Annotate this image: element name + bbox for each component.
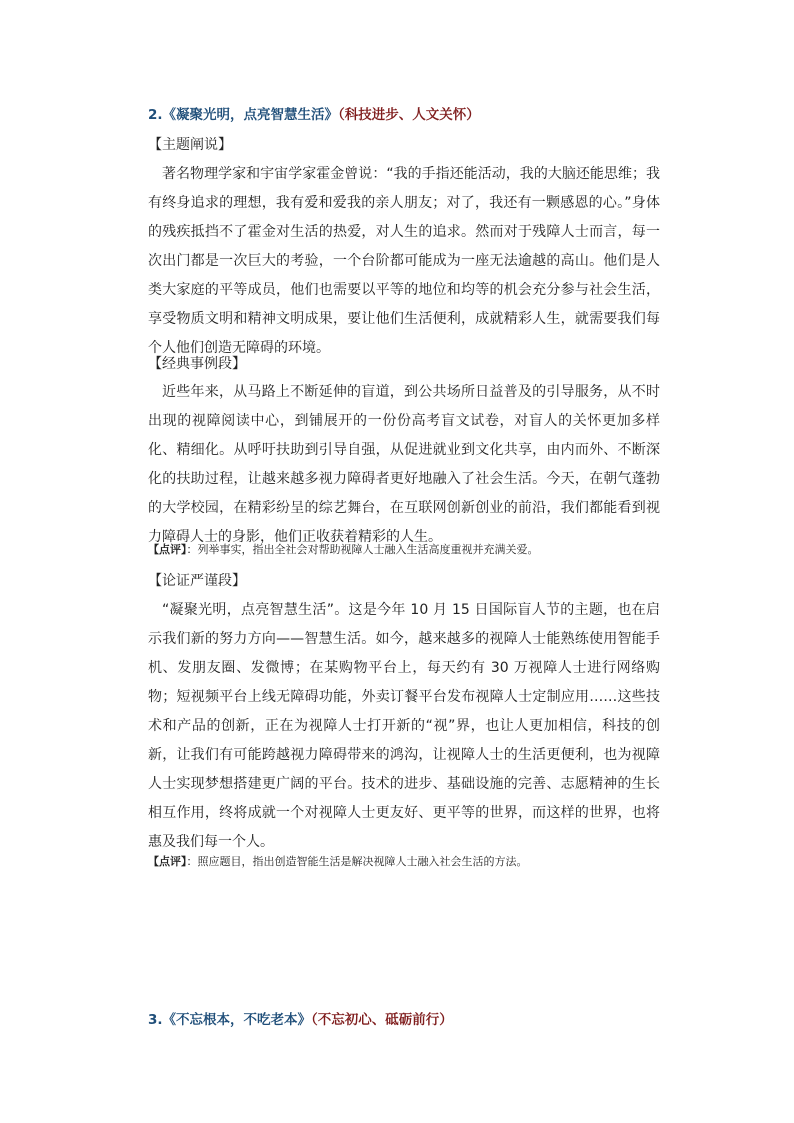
classic-example-label: 【经典事例段】 <box>148 356 246 372</box>
section3-heading-title: 3.《不忘根本，不吃老本》 <box>148 1012 312 1028</box>
comment-2-text: ：照应题目，指出创造智能生活是解决视障人士融入社会生活的方法。 <box>186 855 528 868</box>
argument-paragraph: “凝聚光明，点亮智慧生活”。这是今年 10 月 15 日国际盲人节的主题，也在启示我们新的努力方向——智慧生活。如今，越来越多的视障人士能熟练使用智能手机、发朋友圈、发微博；在某购物平台上，每天约有 30 万视障人士进行网络购物；短视频平台上线无障碍功能，外卖订餐平台发布视障人士定制应用……这些技术和产品的创新，正在为视障人士打开新的“视”界，也让人更加相信，科技的创新，让我们有可能跨越视力障碍带来的鸿沟，让视障人士的生活更便利，也为视障人士实现梦想搭建更广阔的平台。技术的进步、基础设施的完善、志愿精神的生长相互作用，终将成就一个对视障人士更友好、更平等的世界，而这样的世界，也将惠及我们每一个人。 <box>148 602 660 850</box>
section2-heading <box>148 103 480 123</box>
classic-example-paragraph: 近些年来，从马路上不断延伸的盲道，到公共场所日益普及的引导服务，从不时出现的视障阅读中心，到铺展开的一份份高考盲文试卷，对盲人的关怀更加多样化、精细化。从呼吁扶助到引导自强，从促进就业到文化共享，由内而外、不断深化的扶助过程，让越来越多视力障碍者更好地融入了社会生活。今天，在朝气蓬勃的大学校园，在精彩纷呈的综艺舞台，在互联网创新创业的前沿，我们都能看到视力障碍人士的身影，他们正收获着精彩的人生。 <box>148 384 660 545</box>
comment-1-tag: 【点评】 <box>148 543 187 556</box>
theme-label: 【主题阐说】 <box>148 137 232 153</box>
comment-2-tag: 【点评】 <box>148 855 187 868</box>
comment-2 <box>148 853 660 869</box>
comment-1 <box>148 541 660 557</box>
section3-heading <box>148 1008 453 1028</box>
comment-1-text: ：列举事实，指出全社会对帮助视障人士融入生活高度重视并充满关爱。 <box>186 543 539 556</box>
section2-heading-tags: （科技进步、人文关怀） <box>338 107 480 123</box>
section3-heading-tags: （不忘初心、砥砺前行） <box>311 1012 453 1028</box>
argument-label: 【论证严谨段】 <box>148 573 246 589</box>
theme-paragraph: 著名物理学家和宇宙学家霍金曾说：“我的手指还能活动，我的大脑还能思维；我有终身追求的理想，我有爱和爱我的亲人朋友；对了，我还有一颗感恩的心。”身体的残疾抵挡不了霍金对生活的热爱，对人生的追求。然而对于残障人士而言，每一次出门都是一次巨大的考验，一个台阶都可能成为一座无法逾越的高山。他们是人类大家庭的平等成员，他们也需要以平等的地位和均等的机会充分参与社会生活，享受物质文明和精神文明成果，要让他们生活便利，成就精彩人生，就需要我们每个人他们创造无障碍的环境。 <box>148 166 660 356</box>
section2-heading-title: 2.《凝聚光明，点亮智慧生活》 <box>148 107 339 123</box>
